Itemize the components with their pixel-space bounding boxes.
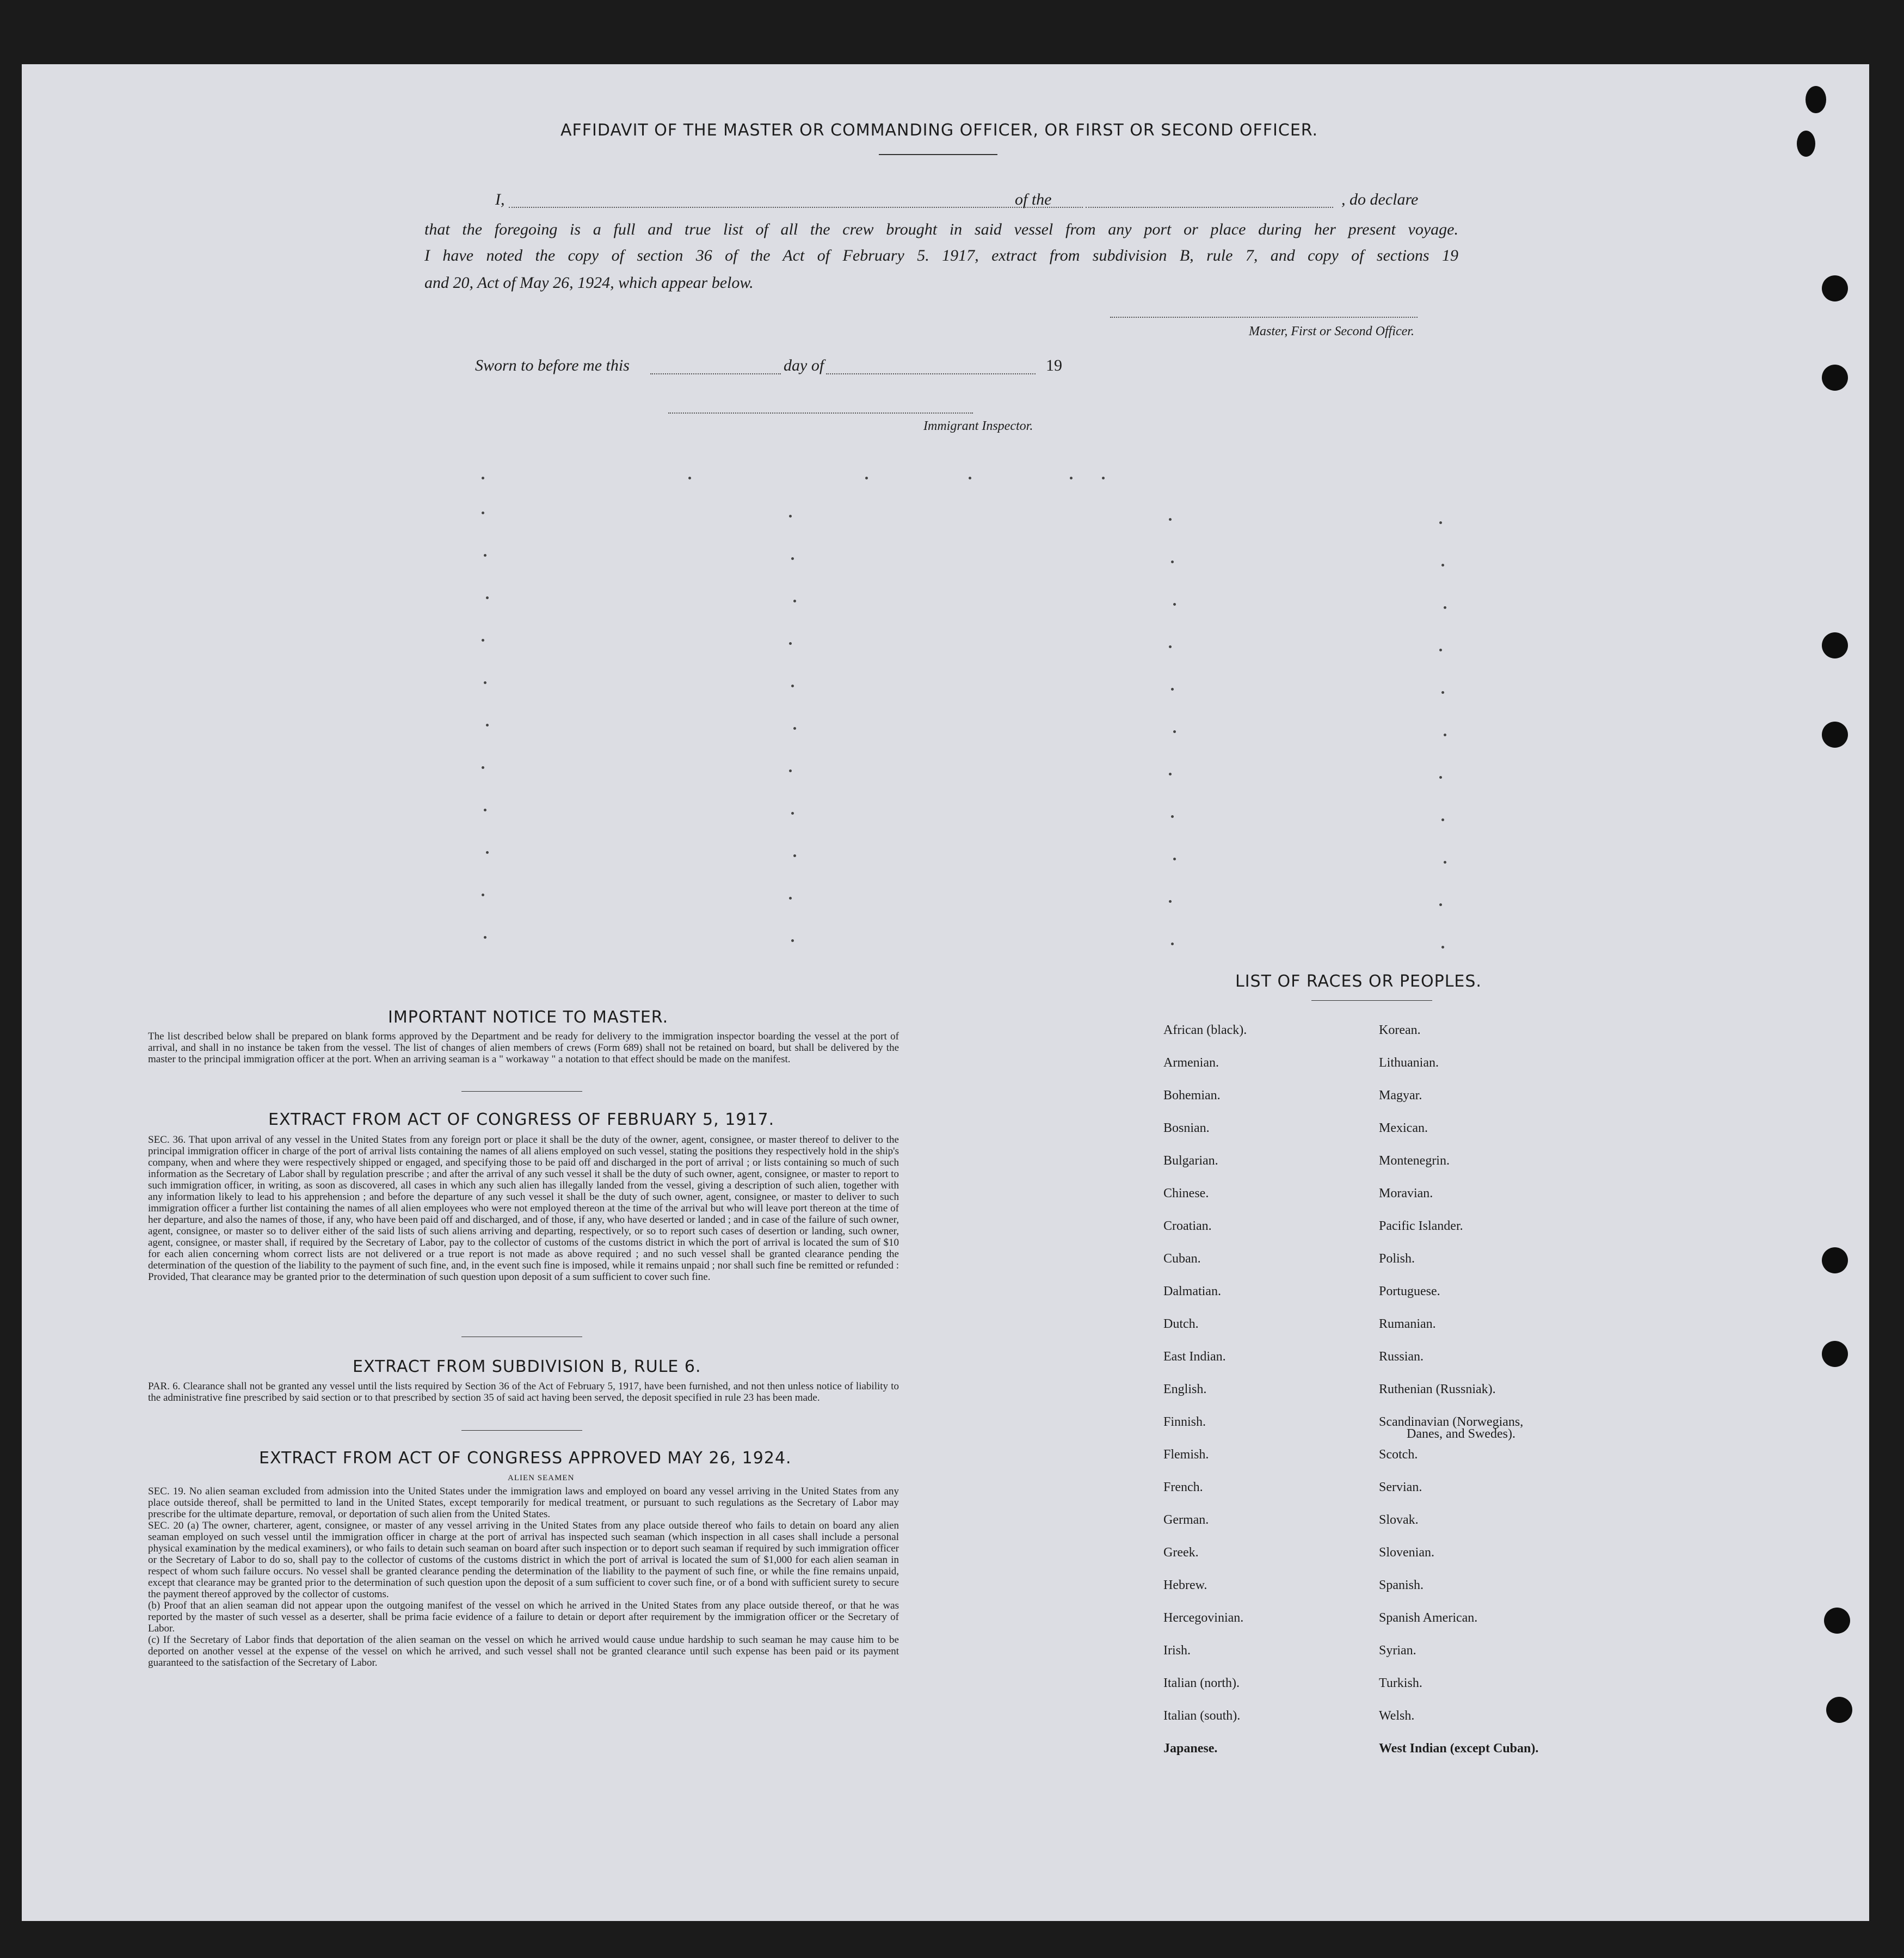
speck xyxy=(484,936,486,939)
punch-hole-icon xyxy=(1822,722,1848,748)
alien-seamen-subtitle: ALIEN SEAMEN xyxy=(508,1474,575,1482)
races-title: LIST OF RACES OR PEOPLES. xyxy=(1235,972,1482,991)
race-item: Dutch. xyxy=(1163,1317,1199,1331)
speck xyxy=(789,642,792,645)
speck xyxy=(865,477,868,479)
punch-hole-icon xyxy=(1822,275,1848,301)
speck xyxy=(1169,900,1172,903)
race-item: Hercegovinian. xyxy=(1163,1611,1244,1625)
affidavit-title: AFFIDAVIT OF THE MASTER OR COMMANDING OFFICER, OR FIRST OR SECOND OFFICER. xyxy=(560,121,1318,140)
inspector-caption: Immigrant Inspector. xyxy=(923,419,1033,433)
speck xyxy=(1102,477,1105,479)
speck xyxy=(1070,477,1073,479)
speck xyxy=(1444,606,1446,609)
speck xyxy=(789,897,792,900)
speck xyxy=(791,685,794,687)
extract-1924-body xyxy=(148,1486,899,1668)
speck xyxy=(793,854,796,857)
race-item: Italian (north). xyxy=(1163,1676,1240,1690)
of-the-label: of the xyxy=(1015,190,1052,208)
punch-hole-icon xyxy=(1826,1697,1852,1723)
race-item: Slovenian. xyxy=(1379,1546,1434,1560)
punch-hole-icon xyxy=(1822,1341,1848,1367)
race-item: Magyar. xyxy=(1379,1088,1422,1103)
vessel-name-field[interactable] xyxy=(1086,206,1333,208)
race-item-continuation: Danes, and Swedes). xyxy=(1407,1427,1515,1441)
declaration-line-2: that the foregoing is a full and true list of all the crew brought in said vessel from any port or place during her present voyage. xyxy=(424,220,1458,238)
race-item: German. xyxy=(1163,1513,1209,1527)
race-item: Scandinavian (Norwegians, xyxy=(1379,1415,1524,1429)
speck xyxy=(1441,818,1444,821)
extract-1924-title: EXTRACT FROM ACT OF CONGRESS APPROVED MAY 26, 1924. xyxy=(259,1449,792,1468)
race-item: Bulgarian. xyxy=(1163,1154,1218,1168)
master-signature-field[interactable] xyxy=(1110,316,1418,318)
speck xyxy=(1173,603,1176,606)
race-item: Italian (south). xyxy=(1163,1709,1241,1723)
speck xyxy=(482,477,484,479)
speck xyxy=(486,596,489,599)
race-item: Hebrew. xyxy=(1163,1578,1207,1592)
sworn-day-field[interactable] xyxy=(650,372,781,374)
race-item: Bosnian. xyxy=(1163,1121,1210,1135)
speck xyxy=(486,724,489,726)
sworn-label: Sworn to before me this xyxy=(475,356,630,374)
race-item: Slovak. xyxy=(1379,1513,1419,1527)
speck xyxy=(482,639,484,642)
race-item: Syrian. xyxy=(1379,1643,1416,1658)
day-of-label: day of xyxy=(784,356,824,374)
speck xyxy=(789,515,792,518)
race-item: Armenian. xyxy=(1163,1056,1219,1070)
race-item: Ruthenian (Russniak). xyxy=(1379,1382,1496,1396)
race-item: English. xyxy=(1163,1382,1207,1396)
speck xyxy=(1439,521,1442,524)
speck xyxy=(791,939,794,942)
race-item: Finnish. xyxy=(1163,1415,1206,1429)
do-declare-label: , do declare xyxy=(1341,190,1419,208)
punch-hole-icon xyxy=(1822,632,1848,658)
speck xyxy=(1444,861,1446,864)
inspector-signature-field[interactable] xyxy=(668,411,973,414)
speck xyxy=(1444,734,1446,736)
title-underline xyxy=(879,154,997,155)
speck xyxy=(1441,946,1444,949)
extract-rule6-body: PAR. 6. Clearance shall not be granted any vessel until the lists required by Section 36 of the Act of February 5, 1917, have been furnished, and not then unless notice of liability to the administrative fine prescribed by said section or to that prescribed by section 35 of said act having been served, the deposit specified in rule 23 has been made. xyxy=(148,1381,899,1403)
speck xyxy=(791,557,794,560)
section-divider xyxy=(461,1091,582,1092)
race-item: Lithuanian. xyxy=(1379,1056,1439,1070)
race-item: West Indian (except Cuban). xyxy=(1379,1741,1539,1756)
punch-hole-icon xyxy=(1822,1247,1848,1273)
race-item: Servian. xyxy=(1379,1480,1422,1494)
speck xyxy=(1439,649,1442,651)
notice-body: The list described below shall be prepared on blank forms approved by the Department and be ready for delivery to the immigration inspector boarding the vessel at the port of arrival, and shall in no instance be taken from the vessel. The list of changes of alien members of crews (Form 689) shall not be retained on board, but shall be delivered by the master to the principal immigration officer at the port. When an arriving seaman is a " workaway " a notation to that effect should be made on the manifest. xyxy=(148,1031,899,1065)
speck xyxy=(482,894,484,896)
race-item: Mexican. xyxy=(1379,1121,1428,1135)
i-label: I, xyxy=(495,190,505,208)
speck xyxy=(793,727,796,730)
punch-hole-icon xyxy=(1824,1608,1850,1634)
speck xyxy=(484,809,486,811)
extract-1917-title: EXTRACT FROM ACT OF CONGRESS OF FEBRUARY 5, 1917. xyxy=(268,1110,775,1129)
speck xyxy=(1171,943,1174,945)
declaration-line-4: and 20, Act of May 26, 1924, which appear below. xyxy=(424,274,754,292)
speck xyxy=(1171,561,1174,563)
race-item: Cuban. xyxy=(1163,1252,1201,1266)
sec-19-text: SEC. 19. No alien seaman excluded from admission into the United States under the immigration laws and employed on board any vessel arriving in the United States from any place outside thereof, shall be permitted to land in the United States, except temporarily for medical treatment, or pursuant to such regulations as the Secretary of Labor may prescribe for the ultimate departure, removal, or deportation of such alien from the United States. xyxy=(148,1486,899,1520)
speck xyxy=(1171,815,1174,818)
races-title-underline xyxy=(1311,1000,1432,1001)
section-divider xyxy=(461,1430,582,1431)
race-item: Chinese. xyxy=(1163,1186,1209,1200)
sec-20b-text: (b) Proof that an alien seaman did not appear upon the outgoing manifest of the vessel on which he arrived in the United States from any place outside thereof, or that he was reported by the master of such vessel as a deserter, shall be prima facie evidence of a failure to detain or deport after requirement by the immigration officer or the Secretary of Labor. xyxy=(148,1600,899,1634)
master-signature-caption: Master, First or Second Officer. xyxy=(1249,324,1414,338)
speck xyxy=(1439,776,1442,779)
race-item: Croatian. xyxy=(1163,1219,1212,1233)
speck xyxy=(484,554,486,557)
race-item: Scotch. xyxy=(1379,1448,1418,1462)
race-item: Turkish. xyxy=(1379,1676,1422,1690)
speck xyxy=(482,512,484,514)
speck xyxy=(482,766,484,769)
speck xyxy=(793,600,796,602)
speck xyxy=(486,851,489,854)
speck xyxy=(1441,564,1444,567)
race-item: Spanish American. xyxy=(1379,1611,1478,1625)
race-item: East Indian. xyxy=(1163,1350,1226,1364)
race-item: Korean. xyxy=(1379,1023,1421,1037)
race-item: Japanese. xyxy=(1163,1741,1218,1756)
speck xyxy=(1169,773,1172,775)
speck xyxy=(1169,518,1172,521)
notice-title: IMPORTANT NOTICE TO MASTER. xyxy=(388,1008,669,1027)
race-item: Bohemian. xyxy=(1163,1088,1221,1103)
sworn-month-field[interactable] xyxy=(826,372,1036,374)
race-item: Montenegrin. xyxy=(1379,1154,1450,1168)
race-item: Russian. xyxy=(1379,1350,1424,1364)
race-item: Spanish. xyxy=(1379,1578,1424,1592)
speck xyxy=(484,681,486,684)
speck xyxy=(969,477,971,479)
sec-20c-text: (c) If the Secretary of Labor finds that deportation of the alien seaman on the vessel on which he arrived would cause undue hardship to such seaman he may cause him to be deported on another vessel at the expense of the vessel on which he arrived, and such vessel shall not be granted clearance until such expense has been paid or its payment guaranteed to the satisfaction of the Secretary of Labor. xyxy=(148,1634,899,1668)
race-item: Pacific Islander. xyxy=(1379,1219,1463,1233)
race-item: Irish. xyxy=(1163,1643,1191,1658)
speck xyxy=(1441,691,1444,694)
race-item: Flemish. xyxy=(1163,1448,1209,1462)
race-item: French. xyxy=(1163,1480,1203,1494)
speck xyxy=(688,477,691,479)
race-item: Moravian. xyxy=(1379,1186,1433,1200)
race-item: Welsh. xyxy=(1379,1709,1415,1723)
speck xyxy=(1171,688,1174,691)
sec-20a-text: SEC. 20 (a) The owner, charterer, agent, consignee, or master of any vessel arriving in the United States from any place outside thereof who fails to detain on board any alien seaman employed on such vessel until the immigration officer in charge at the port of arrival has inspected such seaman (which inspection in all cases shall include a personal physical examination by the medical examiners), or who fails to detain such seaman on board after such inspection or to deport such seaman if required by such immigration officer or the Secretary of Labor to do so, shall pay to the collector of customs of the customs district in which the port of arrival is located the sum of $1,000 for each alien seaman in respect of whom such failure occurs. No vessel shall be granted clearance pending the determination of the liability to the payment of such fine, or while the fine remains unpaid, except that clearance may be granted prior to the determination of such question upon the deposit of a sum sufficient to cover such fine, or of a bond with sufficient surety to secure the payment thereof approved by the collector of customs. xyxy=(148,1520,899,1600)
extract-rule6-title: EXTRACT FROM SUBDIVISION B, RULE 6. xyxy=(353,1357,701,1376)
speck xyxy=(1169,645,1172,648)
speck xyxy=(789,769,792,772)
race-item: Portuguese. xyxy=(1379,1284,1440,1298)
speck xyxy=(1173,858,1176,860)
punch-hole-icon xyxy=(1806,86,1826,113)
declaration-line-3: I have noted the copy of section 36 of the Act of February 5. 1917, extract from subdivision B, rule 7, and copy of sections 19 xyxy=(424,247,1458,264)
name-field[interactable] xyxy=(509,206,1083,208)
race-item: Polish. xyxy=(1379,1252,1415,1266)
race-item: African (black). xyxy=(1163,1023,1247,1037)
race-item: Greek. xyxy=(1163,1546,1199,1560)
speck xyxy=(1439,903,1442,906)
extract-1917-body: SEC. 36. That upon arrival of any vessel in the United States from any foreign port or place it shall be the duty of the owner, agent, consignee, or master thereof to deliver to the principal immigration officer in charge of the port of arrival lists containing the names of all aliens employed on such vessel, stating the positions they respectively hold in the ship's company, when and where they were respectively shipped or engaged, and specifying those to be paid off and discharged in the port of arrival ; or lists containing so much of such information as the Secretary of Labor shall by regulation prescribe ; and after the arrival of any such vessel it shall be the duty of such owner, agent, consignee, or master to report to such immigration officer, in writing, as soon as discovered, all cases in which any such alien has illegally landed from the vessel, giving a description of such alien, together with any information likely to lead to his apprehension ; and before the departure of any such vessel it shall be the duty of such owner, agent, consignee, or master to deliver to such immigration officer a further list containing the names of all alien employees who were not employed thereon at the time of the arrival but who will leave port thereon at the time of her departure, and also the names of those, if any, who have been paid off and discharged, and of those, if any, who have deserted or landed ; and in case of the failure of such owner, agent, consignee, or master so to deliver either of the said lists of such aliens arriving and departing, respectively, or so to report such cases of desertion or landing, such owner, agent, consignee, or master shall, if required by the Secretary of Labor, pay to the collector of customs of the customs district in which the port of arrival is located the sum of $10 for each alien concerning whom correct lists are not delivered or a true report is not made as above required ; and no such vessel shall be granted clearance pending the determination of the question of the liability to the payment of such fine, and, in the event such fine is imposed, while it remains unpaid ; nor shall such fine be remitted or refunded : Provided, That clearance may be granted prior to the determination of such question upon deposit of a sum sufficient to cover such fine. xyxy=(148,1134,899,1283)
speck xyxy=(791,812,794,815)
punch-hole-icon xyxy=(1822,365,1848,391)
punch-hole-icon xyxy=(1797,131,1815,157)
race-item: Dalmatian. xyxy=(1163,1284,1221,1298)
speck xyxy=(1173,730,1176,733)
race-item: Rumanian. xyxy=(1379,1317,1436,1331)
year-label: 19 xyxy=(1046,356,1062,374)
